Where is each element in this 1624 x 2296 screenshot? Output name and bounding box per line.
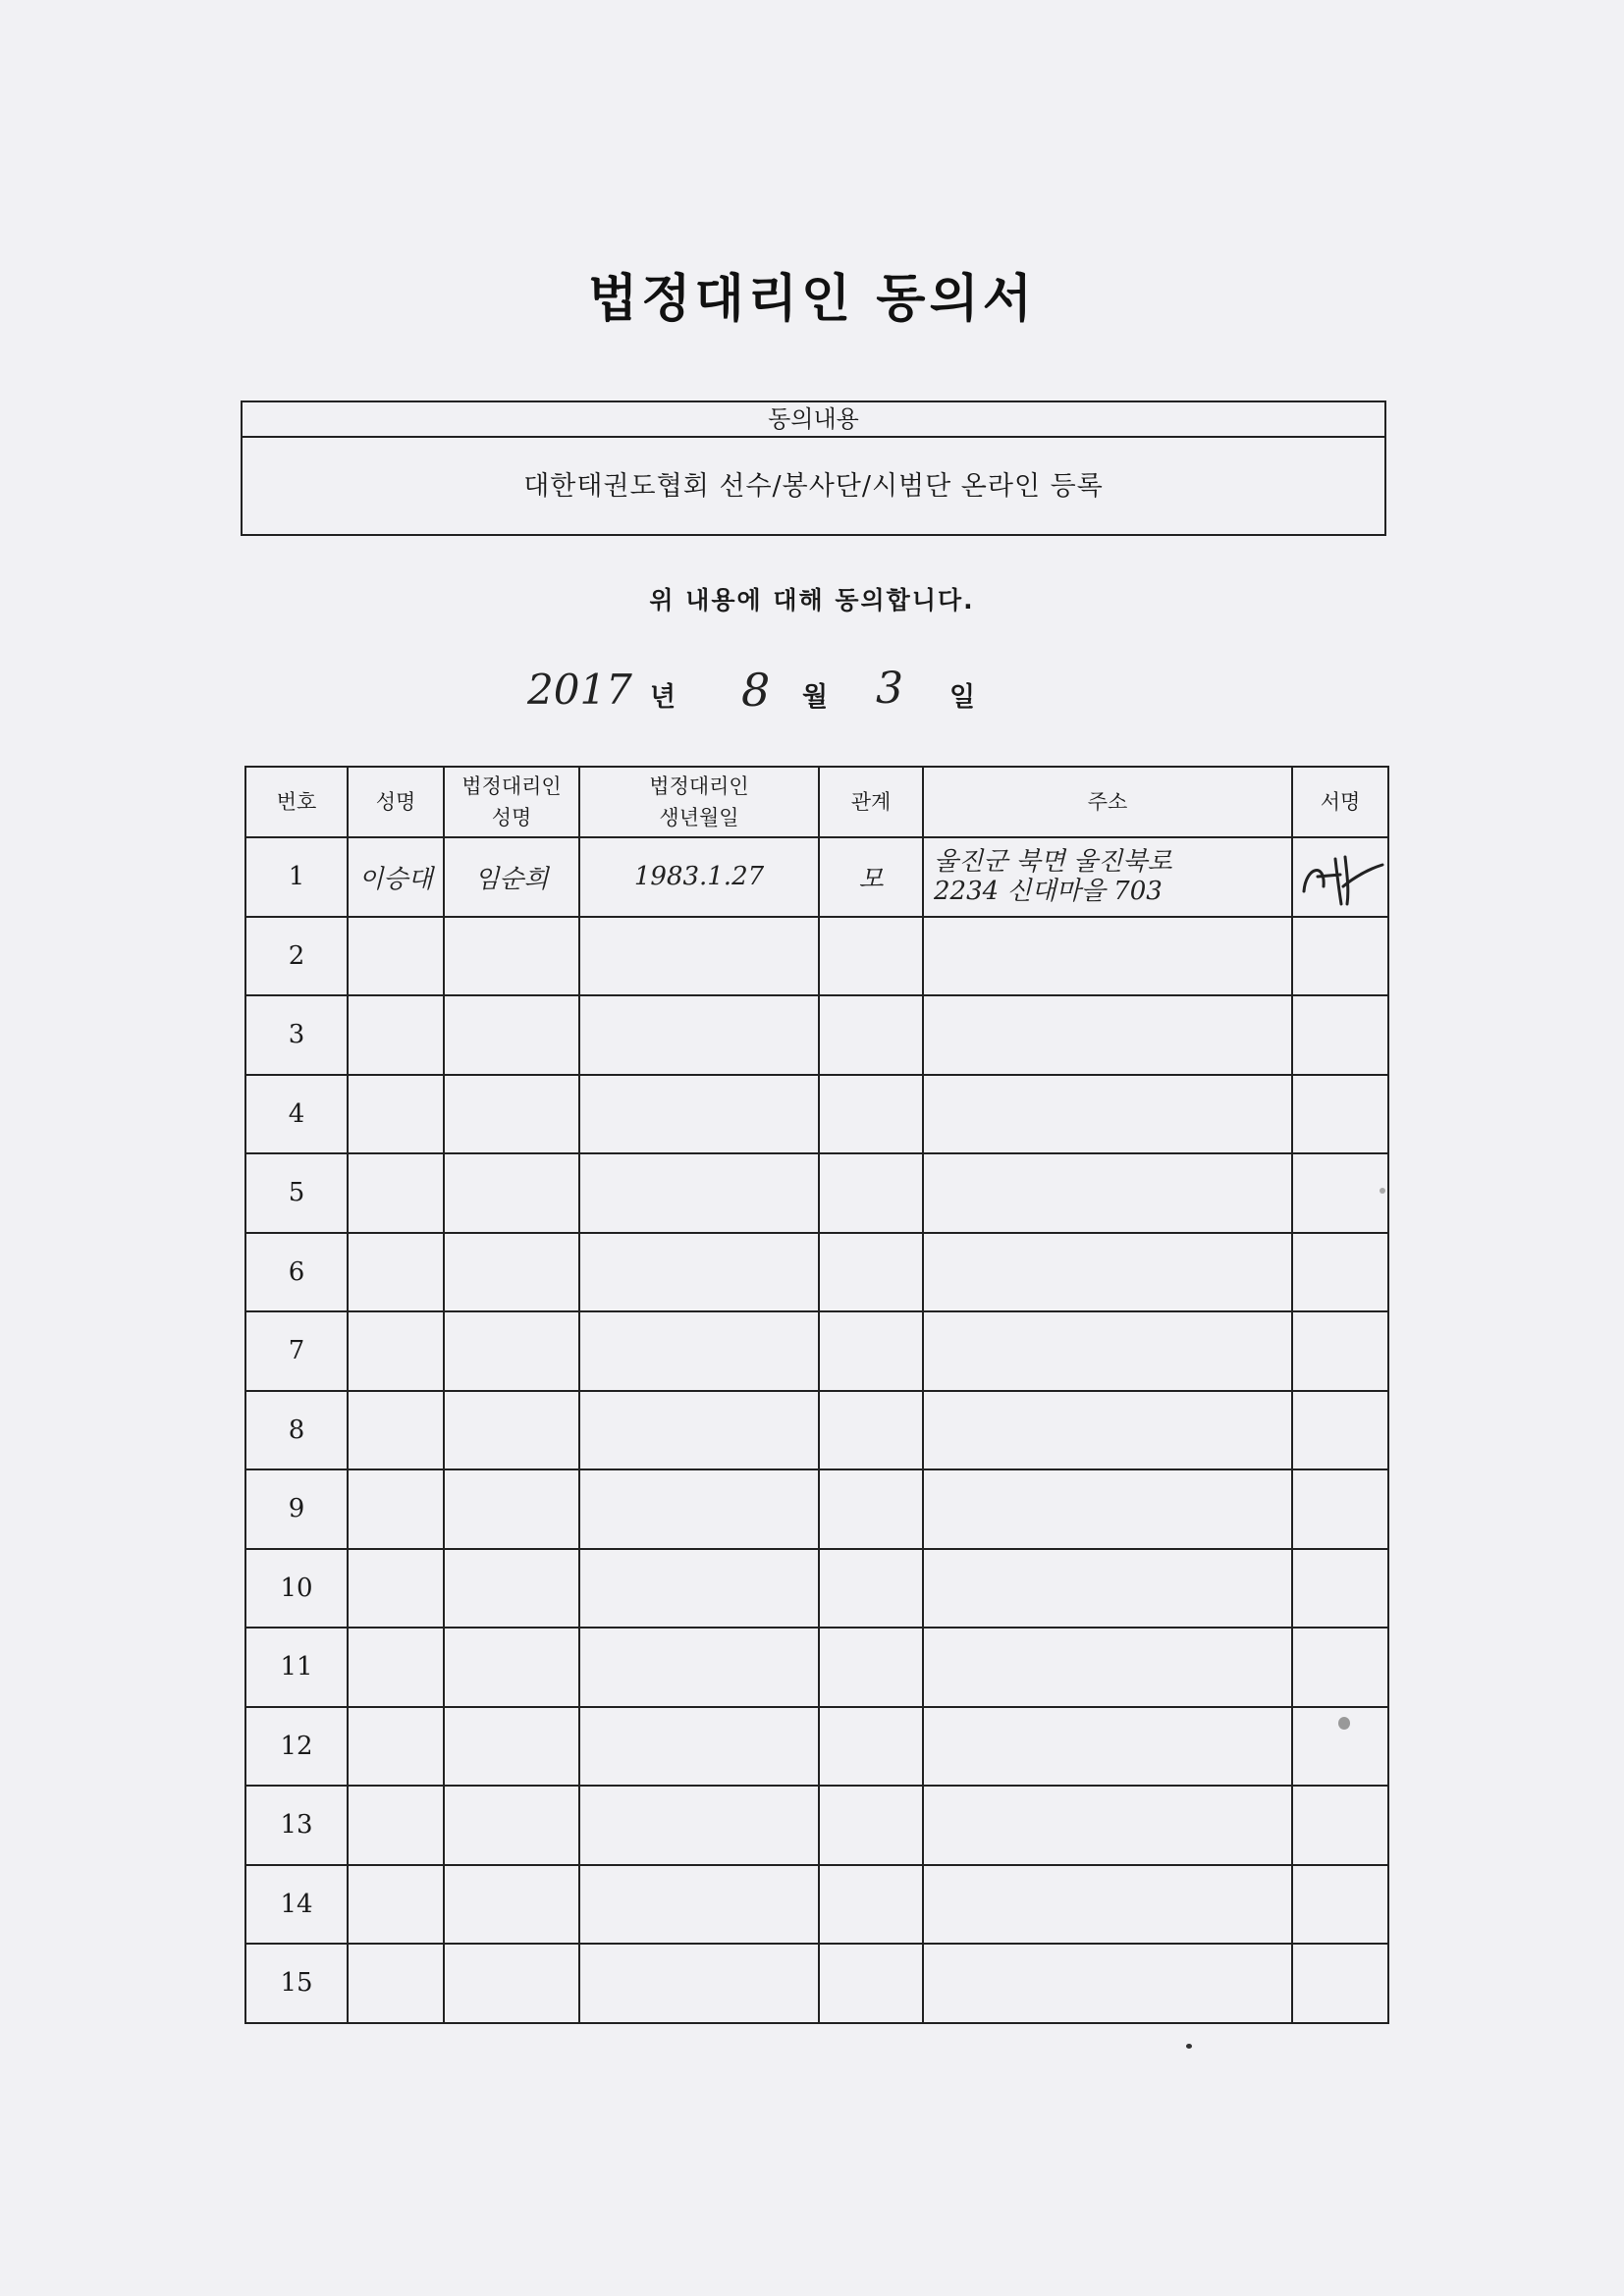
cell-no: 14 [245,1865,348,1945]
cell-guardian-birth [579,1707,819,1787]
table-row [245,1549,1388,1629]
cell-signature [1292,1311,1388,1391]
date-day-label: 일 [949,682,976,713]
cell-guardian-name [444,995,579,1075]
cell-no: 12 [245,1707,348,1787]
cell-address [923,837,1292,917]
cell-name [348,1469,444,1549]
cell-guardian-name [444,1311,579,1391]
cell-guardian-birth [579,917,819,996]
table-row [245,1233,1388,1312]
cell-signature [1292,1153,1388,1233]
cell-relation [819,1391,923,1470]
cell-name [348,1391,444,1470]
cell-guardian-birth [579,1153,819,1233]
table-header-row [245,767,1388,837]
cell-address [923,1707,1292,1787]
cell-relation [819,1944,923,2023]
page-title: 법정대리인 동의서 [588,270,1036,329]
cell-relation [819,1153,923,1233]
cell-signature [1292,1786,1388,1865]
cell-address [923,1628,1292,1707]
table-row [245,1865,1388,1945]
cell-no: 13 [245,1786,348,1865]
cell-guardian-name [444,1628,579,1707]
cell-relation [819,1075,923,1154]
header-address: 주소 [923,767,1292,837]
cell-address [923,917,1292,996]
cell-no: 6 [245,1233,348,1312]
cell-no: 15 [245,1944,348,2023]
cell-guardian-birth [579,1628,819,1707]
cell-address [923,1233,1292,1312]
table-row [245,1075,1388,1154]
cell-relation [819,1549,923,1629]
address-line-1: 울진군 북면 울진북로 [934,847,1172,878]
cell-guardian-name [444,917,579,996]
cell-address [923,1153,1292,1233]
cell-name [348,1865,444,1945]
cell-signature [1292,1628,1388,1707]
cell-no: 11 [245,1628,348,1707]
header-name: 성명 [348,767,444,837]
cell-signature [1292,1549,1388,1629]
cell-guardian-birth [579,995,819,1075]
cell-address [923,1311,1292,1391]
cell-no: 4 [245,1075,348,1154]
cell-signature [1292,1865,1388,1945]
cell-address [923,1469,1292,1549]
cell-name [348,1628,444,1707]
date-month: 8 [741,664,771,717]
cell-relation [819,1469,923,1549]
cell-guardian-name [444,1391,579,1470]
address-line-2: 2234 신대마을 703 [934,877,1163,907]
cell-signature [1292,1233,1388,1312]
cell-name [348,1786,444,1865]
cell-signature [1292,837,1388,917]
cell-address [923,1075,1292,1154]
cell-name [348,1233,444,1312]
cell-guardian-birth [579,1075,819,1154]
scan-speck [1380,1188,1385,1194]
cell-guardian-name [444,1233,579,1312]
cell-guardian-name [444,1075,579,1154]
cell-guardian-name: 임순희 [444,837,579,917]
cell-address [923,1944,1292,2023]
header-no: 번호 [245,767,348,837]
cell-no: 7 [245,1311,348,1391]
header-guardian-birth-line2: 생년월일 [659,806,739,829]
cell-guardian-name [444,1469,579,1549]
cell-guardian-name [444,1153,579,1233]
scan-speck [1186,2044,1192,2049]
cell-signature [1292,1391,1388,1470]
table-row [245,917,1388,996]
cell-guardian-name [444,1865,579,1945]
table-row [245,1469,1388,1549]
cell-relation: 모 [819,837,923,917]
cell-guardian-birth [579,1233,819,1312]
cell-no: 8 [245,1391,348,1470]
header-relation: 관계 [819,767,923,837]
roster-body [245,837,1388,2023]
date-row [520,658,1110,726]
cell-no: 1 [245,837,348,917]
cell-name [348,1549,444,1629]
cell-signature [1292,1469,1388,1549]
cell-guardian-birth: 1983.1.27 [579,837,819,917]
header-guardian-birth-line1: 법정대리인 [649,774,749,798]
table-row [245,1153,1388,1233]
agree-statement: 위 내용에 대해 동의합니다. [649,586,975,614]
cell-address [923,1865,1292,1945]
table-row [245,1628,1388,1707]
date-year-label: 년 [650,682,677,713]
scan-speck [1338,1717,1350,1730]
cell-no: 9 [245,1469,348,1549]
cell-guardian-name [444,1944,579,2023]
cell-signature [1292,1075,1388,1154]
table-row [245,1311,1388,1391]
cell-guardian-birth [579,1391,819,1470]
cell-relation [819,1233,923,1312]
cell-relation [819,1707,923,1787]
cell-relation [819,1311,923,1391]
cell-address [923,1786,1292,1865]
table-row [245,995,1388,1075]
cell-signature [1292,995,1388,1075]
cell-signature [1292,917,1388,996]
date-year: 2017 [527,666,632,714]
consent-header: 동의내용 [243,402,1384,438]
table-row [245,1707,1388,1787]
table-row [245,1391,1388,1470]
roster-table [244,766,1389,2024]
cell-guardian-birth [579,1786,819,1865]
cell-name [348,917,444,996]
cell-guardian-birth [579,1469,819,1549]
cell-name [348,1944,444,2023]
cell-relation [819,917,923,996]
cell-no: 2 [245,917,348,996]
consent-content: 대한태권도협회 선수/봉사단/시범단 온라인 등록 [523,471,1104,502]
cell-guardian-name [444,1786,579,1865]
cell-address [923,995,1292,1075]
header-guardian-name-line1: 법정대리인 [461,774,562,798]
date-month-label: 월 [802,682,829,713]
cell-address [923,1549,1292,1629]
cell-no: 10 [245,1549,348,1629]
cell-guardian-birth [579,1865,819,1945]
handwritten-signature [1296,847,1384,906]
cell-guardian-birth [579,1944,819,2023]
roster-table-wrap [244,766,1389,2024]
table-row [245,837,1388,917]
cell-name: 이승대 [348,837,444,917]
header-signature: 서명 [1292,767,1388,837]
header-guardian-name-line2: 성명 [491,806,532,829]
header-guardian-birth [579,767,819,837]
cell-name [348,1075,444,1154]
consent-box [241,400,1386,536]
date-day: 3 [876,664,903,714]
cell-guardian-name [444,1707,579,1787]
cell-name [348,995,444,1075]
cell-relation [819,995,923,1075]
cell-relation [819,1865,923,1945]
cell-guardian-birth [579,1549,819,1629]
header-guardian-name [444,767,579,837]
table-row [245,1786,1388,1865]
cell-no: 3 [245,995,348,1075]
cell-no: 5 [245,1153,348,1233]
cell-address [923,1391,1292,1470]
cell-name [348,1707,444,1787]
cell-signature [1292,1944,1388,2023]
cell-guardian-name [444,1549,579,1629]
cell-relation [819,1786,923,1865]
cell-guardian-birth [579,1311,819,1391]
table-row [245,1944,1388,2023]
cell-relation [819,1628,923,1707]
cell-name [348,1153,444,1233]
cell-name [348,1311,444,1391]
